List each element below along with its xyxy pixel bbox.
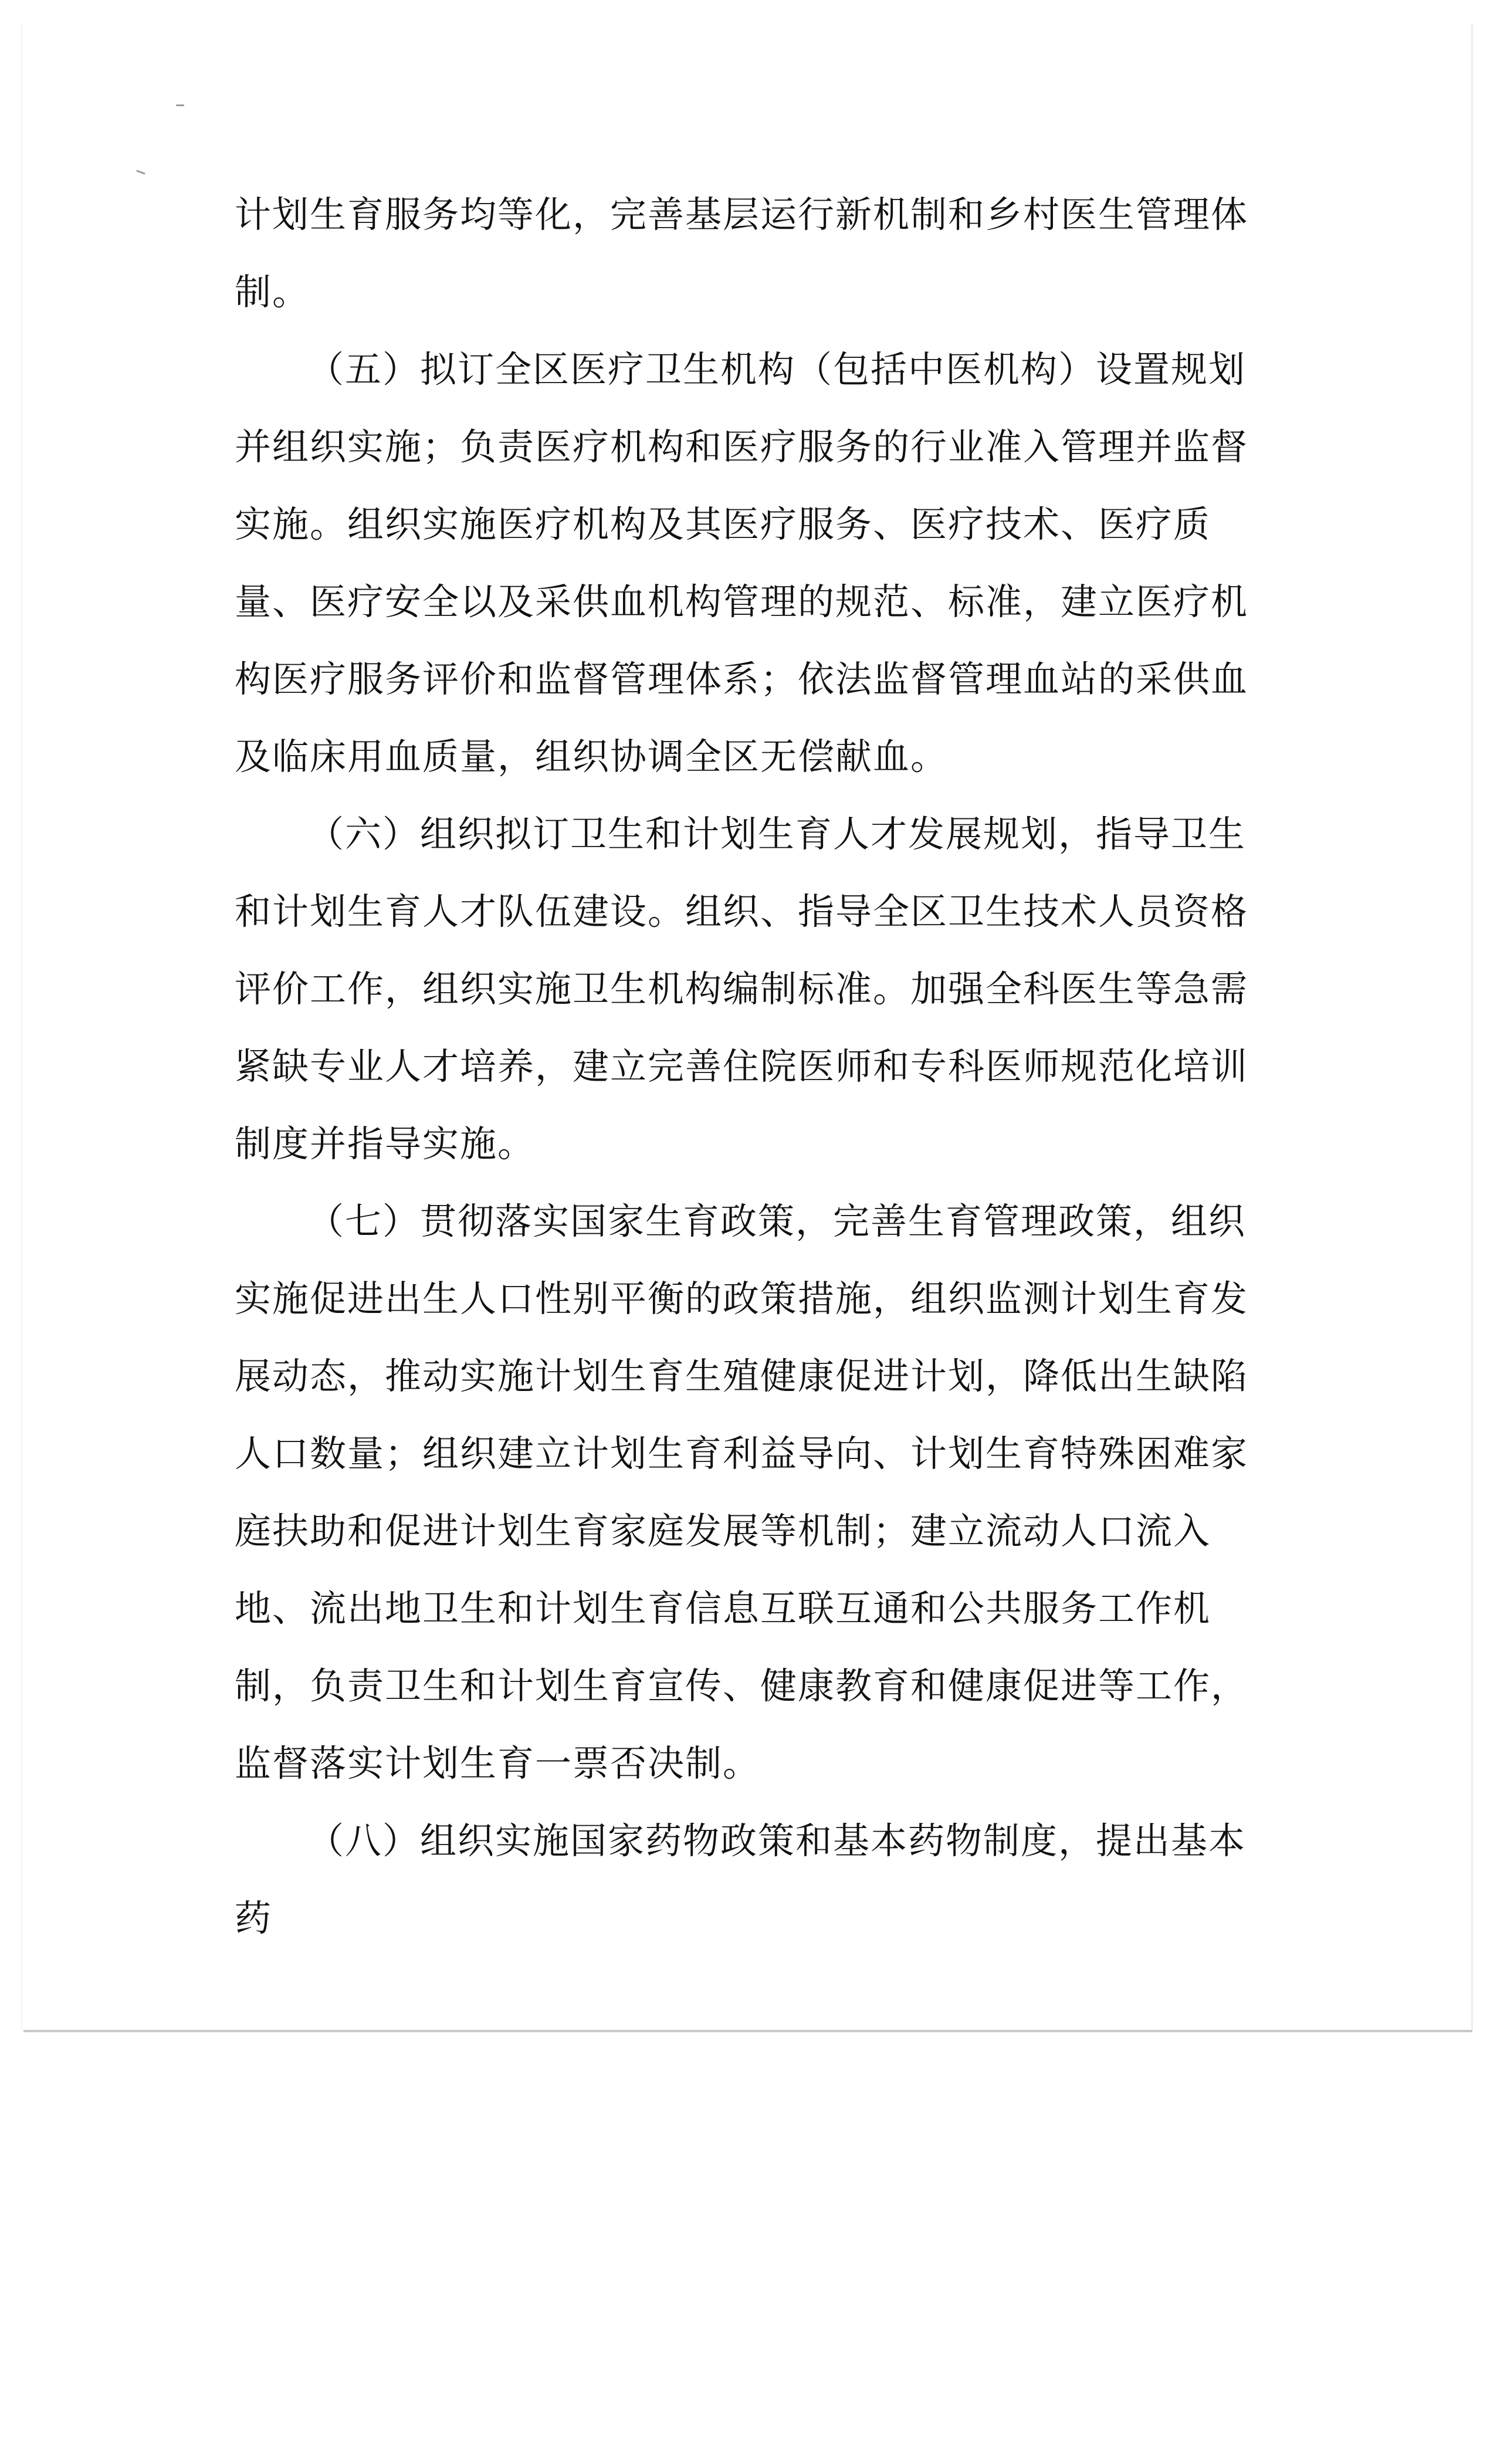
scan-edge-left: [21, 23, 22, 2030]
scan-speck: [136, 170, 145, 174]
paragraph-continued: 计划生育服务均等化，完善基层运行新机制和乡村医生管理体制。: [235, 193, 1249, 313]
scan-speck: [176, 104, 184, 106]
paragraph-item-7: （七）贯彻落实国家生育政策，完善生育管理政策，组织实施促进出生人口性别平衡的政策措施，组织监测计划生育发展动态，推动实施计划生育生殖健康促进计划，降低出生缺陷人口数量；组织建立计划生育利益导向、计划生育特殊困难家庭扶助和促进计划生育家庭发展等机制；建立流动人口流入地、流出地卫生和计划生育信息互联互通和公共服务工作机制，负责卫生和计划生育宣传、健康教育和健康促进等工作，监督落实计划生育一票否决制。: [235, 1200, 1249, 1785]
document-body: [235, 176, 1255, 1957]
paragraph-item-5: （五）拟订全区医疗卫生机构（包括中医机构）设置规划并组织实施；负责医疗机构和医疗服务的行业准入管理并监督实施。组织实施医疗机构及其医疗服务、医疗技术、医疗质量、医疗安全以及采供血机构管理的规范、标准，建立医疗机构医疗服务评价和监督管理体系；依法监督管理血站的采供血及临床用血质量，组织协调全区无偿献血。: [235, 348, 1249, 778]
paragraph-item-6: （六）组织拟订卫生和计划生育人才发展规划，指导卫生和计划生育人才队伍建设。组织、指导全区卫生技术人员资格评价工作，组织实施卫生机构编制标准。加强全科医生等急需紧缺专业人才培养，建立完善住院医师和专科医师规范化培训制度并指导实施。: [235, 813, 1249, 1165]
paragraph-item-8: （八）组织实施国家药物政策和基本药物制度，提出基本药: [235, 1819, 1247, 1940]
scan-edge-bottom: [23, 2030, 1472, 2032]
scan-edge-right: [1471, 23, 1473, 2030]
